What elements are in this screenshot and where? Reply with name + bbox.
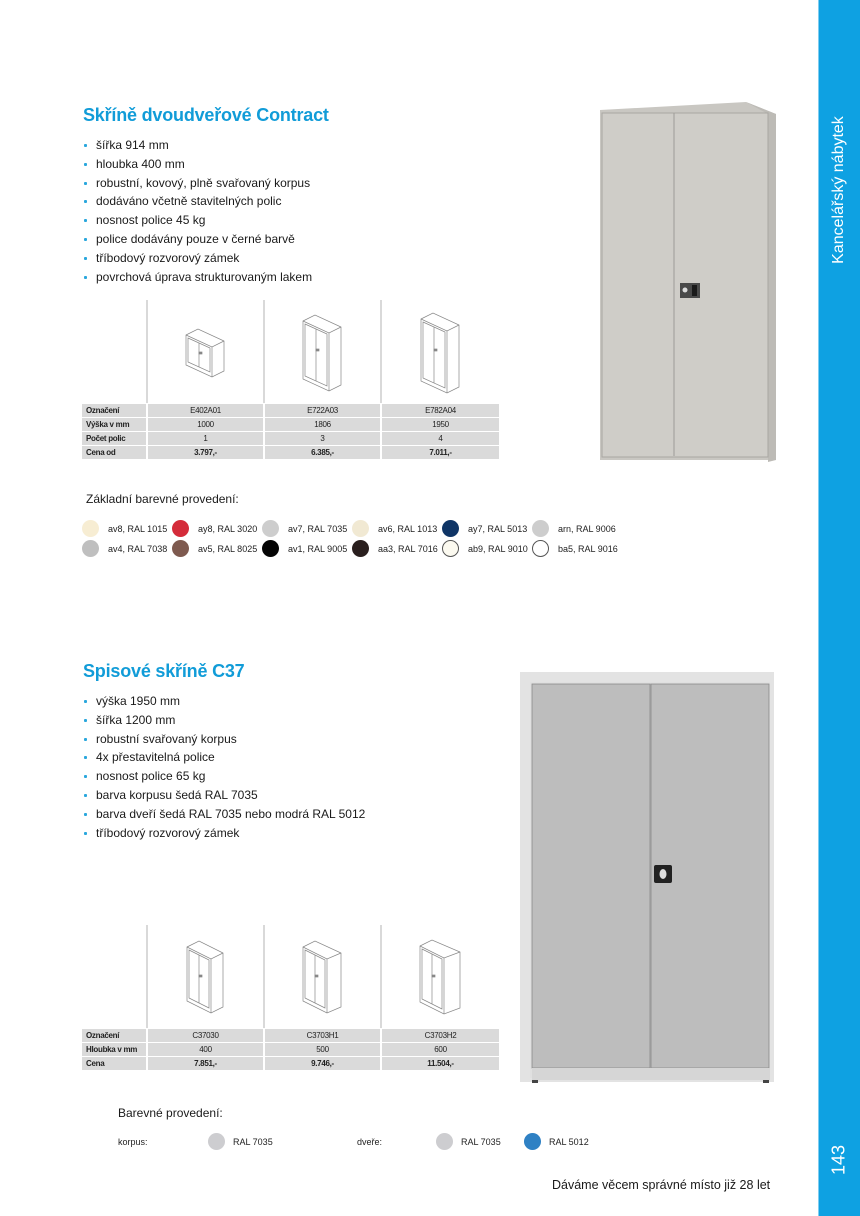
- footer-slogan: Dáváme věcem správné místo již 28 let: [552, 1178, 771, 1192]
- swatch-dot: [442, 520, 459, 537]
- c37-table: [82, 1028, 499, 1071]
- swatch-label: RAL 7035: [233, 1136, 273, 1147]
- cabinet-tall-drawing-icon: [301, 311, 345, 393]
- feature-item: povrchová úprava strukturovaným lakem: [82, 268, 312, 287]
- swatch-label: ay7, RAL 5013: [468, 523, 528, 534]
- cell: 3: [265, 432, 382, 445]
- swatch-label: av8, RAL 1015: [108, 523, 168, 534]
- swatch-label: av7, RAL 7035: [288, 523, 348, 534]
- row-label: Označení: [82, 1029, 148, 1042]
- swatch-dot: [442, 540, 459, 557]
- row-label: Hloubka v mm: [82, 1043, 148, 1056]
- page-number: [818, 1140, 860, 1180]
- row-label: Cena: [82, 1057, 148, 1070]
- price-cell: 7.851,-: [148, 1057, 265, 1070]
- cabinet-c37030-drawing-icon: [185, 937, 227, 1017]
- drawing-cell: [148, 300, 265, 403]
- cell: C3703H1: [265, 1029, 382, 1042]
- table-row: [82, 404, 499, 417]
- product-drawings: [82, 300, 499, 403]
- feature-item: šířka 914 mm: [82, 136, 312, 155]
- feature-item: tříbodový rozvorový zámek: [82, 824, 365, 843]
- row-label: Počet polic: [82, 432, 148, 445]
- contract-features-list: [82, 136, 312, 286]
- drawing-empty-cell: [82, 300, 148, 403]
- drawing-cell: [382, 300, 499, 403]
- color-swatches: [82, 520, 642, 557]
- c37-features-list: [82, 692, 365, 842]
- feature-item: nosnost police 45 kg: [82, 211, 312, 230]
- swatch-dot: [532, 520, 549, 537]
- swatch-label: av5, RAL 8025: [198, 543, 258, 554]
- drawing-empty-cell: [82, 925, 148, 1028]
- row-label: Označení: [82, 404, 148, 417]
- swatch: [82, 540, 172, 557]
- feature-item: nosnost police 65 kg: [82, 767, 365, 786]
- drawing-cell: [265, 925, 382, 1028]
- price-cell: 11.504,-: [382, 1057, 499, 1070]
- cell: 600: [382, 1043, 499, 1056]
- price-cell: 3.797,-: [148, 446, 265, 459]
- swatch: [172, 520, 262, 537]
- cell: 1000: [148, 418, 265, 431]
- cell: C37030: [148, 1029, 265, 1042]
- swatch-label: av1, RAL 9005: [288, 543, 348, 554]
- drawing-cell: [148, 925, 265, 1028]
- table-row: [82, 1057, 499, 1070]
- row-label: Výška v mm: [82, 418, 148, 431]
- swatch-label: RAL 5012: [549, 1136, 589, 1147]
- c37-spec-table: [82, 925, 499, 1071]
- drawing-cell: [265, 300, 382, 403]
- swatch-dot: [208, 1133, 225, 1150]
- feature-item: police dodávány pouze v černé barvě: [82, 230, 312, 249]
- page-number-text: 143: [828, 1144, 849, 1176]
- cabinet-low-drawing-icon: [184, 325, 228, 379]
- swatch-dot: [82, 520, 99, 537]
- swatch: [262, 540, 352, 557]
- swatch-label: av4, RAL 7038: [108, 543, 168, 554]
- drawing-cell: [382, 925, 499, 1028]
- feature-item: 4x přestavitelná police: [82, 748, 365, 767]
- swatch-dot: [436, 1133, 453, 1150]
- feature-item: barva dveří šedá RAL 7035 nebo modrá RAL 5012: [82, 805, 365, 824]
- swatch: [442, 520, 532, 537]
- feature-item: výška 1950 mm: [82, 692, 365, 711]
- contract-spec-table: [82, 300, 499, 460]
- c37-colors-heading: Barevné provedení:: [118, 1106, 223, 1120]
- cabinet-c3703h1-drawing-icon: [301, 937, 345, 1017]
- cell: 500: [265, 1043, 382, 1056]
- colors-heading: Základní barevné provedení:: [86, 492, 239, 506]
- table-row: [82, 432, 499, 445]
- section-title-contract: Skříně dvoudveřové Contract: [83, 105, 329, 125]
- swatch-dot: [262, 540, 279, 557]
- swatch: [172, 540, 262, 557]
- cell: 400: [148, 1043, 265, 1056]
- dvere-label: dveře:: [357, 1136, 383, 1147]
- swatch: [262, 520, 352, 537]
- swatch-dot: [82, 540, 99, 557]
- cell: C3703H2: [382, 1029, 499, 1042]
- row-label: Cena od: [82, 446, 148, 459]
- cabinet-tallest-drawing-icon: [419, 309, 463, 395]
- table-row: [82, 1029, 499, 1042]
- feature-item: barva korpusu šedá RAL 7035: [82, 786, 365, 805]
- chapter-title-text: Kancelářský nábytek: [830, 116, 847, 264]
- feature-item: robustní svařovaný korpus: [82, 730, 365, 749]
- cell: E402A01: [148, 404, 265, 417]
- swatch: [352, 520, 442, 537]
- swatch-dot: [262, 520, 279, 537]
- contract-table: [82, 403, 499, 460]
- chapter-title: [818, 100, 860, 280]
- product-drawings: [82, 925, 499, 1028]
- swatch: [442, 540, 532, 557]
- feature-item: šířka 1200 mm: [82, 711, 365, 730]
- swatch: [532, 520, 622, 537]
- dvere-colors: [357, 1133, 589, 1150]
- cell: 1806: [265, 418, 382, 431]
- cell: 4: [382, 432, 499, 445]
- swatch-dot: [532, 540, 549, 557]
- swatch: [82, 520, 172, 537]
- cell: E722A03: [265, 404, 382, 417]
- swatch: [532, 540, 622, 557]
- feature-item: dodáváno včetně stavitelných polic: [82, 192, 312, 211]
- cell: E782A04: [382, 404, 499, 417]
- swatch-label: av6, RAL 1013: [378, 523, 438, 534]
- swatch-dot: [352, 520, 369, 537]
- feature-item: hloubka 400 mm: [82, 155, 312, 174]
- price-cell: 7.011,-: [382, 446, 499, 459]
- swatch-label: ay8, RAL 3020: [198, 523, 258, 534]
- price-cell: 6.385,-: [265, 446, 382, 459]
- swatch: [352, 540, 442, 557]
- feature-item: robustní, kovový, plně svařovaný korpus: [82, 174, 312, 193]
- table-row: [82, 1043, 499, 1056]
- korpus-label: korpus:: [118, 1136, 148, 1147]
- swatch-dot: [524, 1133, 541, 1150]
- cabinet-c3703h2-drawing-icon: [418, 936, 464, 1018]
- korpus-colors: [118, 1133, 273, 1150]
- section-title-c37: Spisové skříně C37: [83, 661, 245, 681]
- swatch-dot: [172, 520, 189, 537]
- swatch-label: RAL 7035: [461, 1136, 501, 1147]
- swatch-dot: [172, 540, 189, 557]
- c37-cabinet-photo: [518, 670, 780, 1090]
- feature-item: tříbodový rozvorový zámek: [82, 249, 312, 268]
- contract-cabinet-photo: [596, 100, 781, 466]
- cell: 1950: [382, 418, 499, 431]
- swatch-label: arn, RAL 9006: [558, 523, 616, 534]
- swatch-label: ba5, RAL 9016: [558, 543, 618, 554]
- swatch-label: ab9, RAL 9010: [468, 543, 528, 554]
- table-row: [82, 446, 499, 459]
- cell: 1: [148, 432, 265, 445]
- price-cell: 9.746,-: [265, 1057, 382, 1070]
- swatch-dot: [352, 540, 369, 557]
- swatch-label: aa3, RAL 7016: [378, 543, 438, 554]
- table-row: [82, 418, 499, 431]
